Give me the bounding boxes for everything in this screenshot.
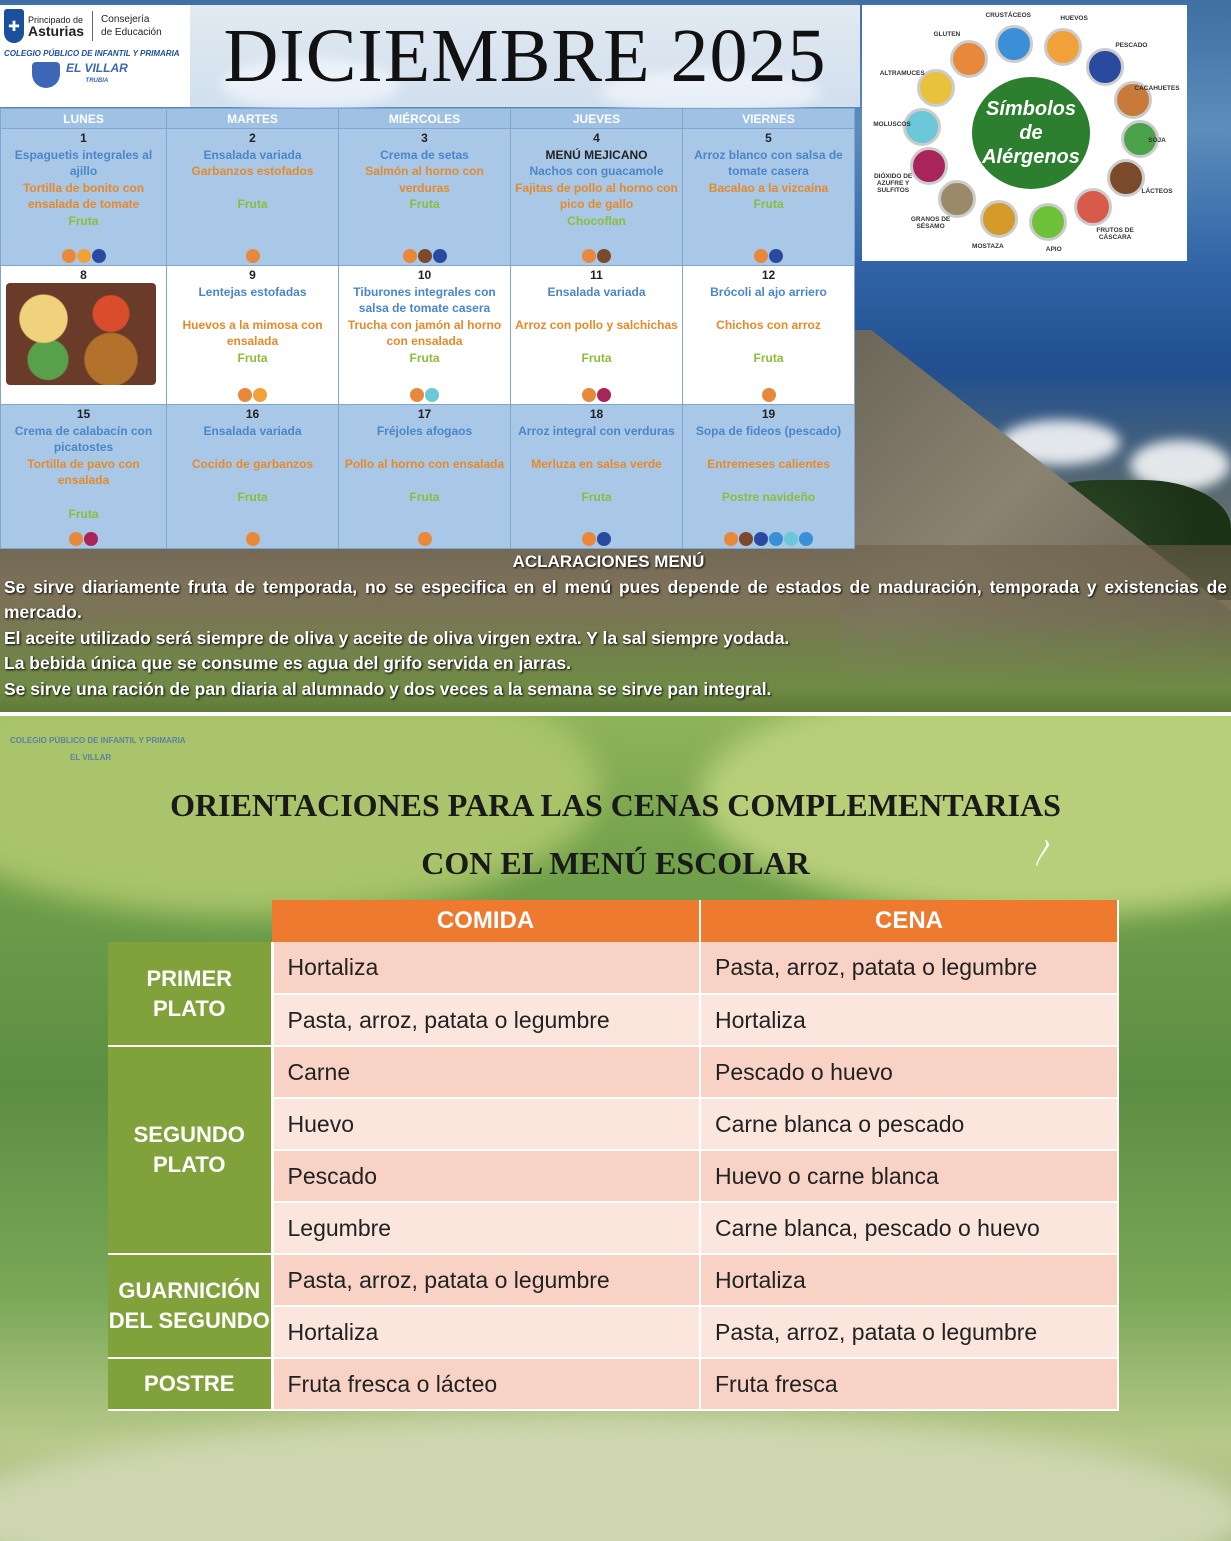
allergen-legend bbox=[862, 5, 1187, 261]
calendar-day bbox=[1, 129, 167, 266]
allergen-label: GRANOS DE SÉSAMO bbox=[910, 216, 951, 231]
menu-dish: Fruta bbox=[753, 350, 784, 365]
menu-dish: Crema de calabacín con picatostes bbox=[14, 423, 153, 455]
month-title: DICIEMBRE 2025 bbox=[190, 5, 860, 107]
day-number: 15 bbox=[76, 407, 91, 421]
mexican-food-image bbox=[6, 283, 156, 385]
day-number: 9 bbox=[249, 268, 256, 282]
calendar-day bbox=[339, 266, 511, 405]
clarification-line: La bebida única que se consume es agua del grifo servida en jarras. bbox=[4, 653, 572, 673]
calendar-day bbox=[167, 266, 339, 405]
menu-dish: Fruta bbox=[237, 489, 268, 504]
menu-dish bbox=[685, 300, 852, 317]
menu-dish: Fruta bbox=[409, 350, 440, 365]
menu-dish: Ensalada variada bbox=[547, 284, 646, 299]
logo-consejeria-1: Consejería bbox=[101, 14, 150, 25]
menu-dish: Arroz blanco con salsa de tomate casera bbox=[694, 147, 843, 179]
menu-dish: Sopa de fideos (pescado) bbox=[695, 423, 842, 438]
menu-dish bbox=[513, 300, 680, 317]
allergen-label: MOLUSCOS bbox=[873, 120, 911, 128]
menu-clarifications bbox=[0, 549, 1231, 702]
day-header: MIÉRCOLES bbox=[339, 109, 511, 129]
allergen-icon bbox=[582, 532, 596, 546]
allergen-icon bbox=[582, 249, 596, 263]
clarification-line: Se sirve diariamente fruta de temporada, no se especifica en el menú pues depende de estados de maduración, temporada y existencias de mercado. bbox=[4, 576, 1227, 622]
allergen-legend-title: Símbolos de Alérgenos bbox=[972, 77, 1090, 189]
logo-asturias: Asturias bbox=[28, 23, 85, 39]
menu-dish: Nachos con guacamole bbox=[529, 164, 664, 179]
menu-dish: Brócoli al ajo arriero bbox=[710, 284, 827, 299]
logo-place: TRUBIA bbox=[85, 78, 109, 84]
menu-dish bbox=[513, 439, 680, 456]
calendar-day bbox=[683, 129, 855, 266]
menu-dish: Fruta bbox=[753, 197, 784, 212]
allergen-icon bbox=[582, 388, 596, 402]
day-number: 5 bbox=[765, 131, 772, 145]
allergen-icon bbox=[754, 532, 768, 546]
allergen-icons bbox=[511, 388, 682, 402]
allergen-label: LÁCTEOS bbox=[1141, 187, 1173, 195]
allergen-label: SOJA bbox=[1148, 137, 1166, 145]
menu-dish: Fruta bbox=[68, 213, 99, 228]
menu-poster bbox=[0, 0, 1231, 712]
logo-principado: Principado de bbox=[28, 15, 84, 25]
allergen-icon bbox=[597, 249, 611, 263]
egg-icon bbox=[1044, 28, 1082, 66]
day-number: 18 bbox=[589, 407, 604, 421]
menu-dish: Ensalada variada bbox=[203, 147, 302, 162]
calendar-day bbox=[1, 266, 167, 405]
day-header: LUNES bbox=[1, 109, 167, 129]
logo-villar: EL VILLAR bbox=[66, 61, 128, 75]
allergen-icons bbox=[167, 249, 338, 263]
school-logo bbox=[0, 5, 190, 107]
day-number: 3 bbox=[421, 131, 428, 145]
menu-dish: Salmón al horno con verduras bbox=[365, 164, 484, 195]
allergen-icon bbox=[739, 532, 753, 546]
menu-dish: Fajitas de pollo al horno con pico de gallo bbox=[515, 180, 678, 212]
menu-dish: Fréjoles afogaos bbox=[376, 423, 473, 438]
bird-icon: 〳 bbox=[1030, 837, 1059, 868]
allergen-label: GLUTEN bbox=[933, 31, 961, 39]
empty-corner bbox=[108, 900, 272, 942]
guidance-row bbox=[108, 1358, 1118, 1410]
calendar-day bbox=[339, 405, 511, 549]
cena-cell: Pescado o huevo bbox=[700, 1046, 1118, 1098]
day-number: 2 bbox=[249, 131, 256, 145]
day-number: 1 bbox=[80, 131, 87, 145]
cena-cell: Carne blanca, pescado o huevo bbox=[700, 1202, 1118, 1254]
calendar-day bbox=[511, 405, 683, 549]
allergen-icon bbox=[754, 249, 768, 263]
allergen-label: FRUTOS DE CÁSCARA bbox=[1096, 226, 1134, 241]
menu-dish bbox=[169, 300, 336, 317]
comida-cell: Hortaliza bbox=[272, 942, 700, 994]
menu-dish: Tortilla de pavo con ensalada bbox=[27, 456, 140, 488]
menu-dish: Huevos a la mimosa con ensalada bbox=[182, 317, 323, 349]
comida-cell: Carne bbox=[272, 1046, 700, 1098]
allergen-label: DIÓXIDO DE AZUFRE Y SULFITOS bbox=[873, 172, 913, 194]
menu-dish bbox=[341, 439, 508, 456]
calendar-day bbox=[511, 266, 683, 405]
allergen-icons bbox=[683, 532, 854, 546]
allergen-icons bbox=[683, 388, 854, 402]
day-header: MARTES bbox=[167, 109, 339, 129]
menu-dish: Arroz con pollo y salchichas bbox=[515, 317, 678, 332]
menu-calendar bbox=[0, 108, 855, 549]
crab-icon bbox=[995, 25, 1033, 63]
allergen-label: PESCADO bbox=[1115, 41, 1148, 49]
allergen-label: HUEVOS bbox=[1060, 15, 1088, 23]
cena-cell: Pasta, arroz, patata o legumbre bbox=[700, 1306, 1118, 1358]
allergen-icon bbox=[724, 532, 738, 546]
menu-dish bbox=[685, 439, 852, 456]
menu-dish: Espaguetis integrales al ajillo bbox=[14, 147, 153, 179]
cena-cell: Pasta, arroz, patata o legumbre bbox=[700, 942, 1118, 994]
cena-cell: Carne blanca o pescado bbox=[700, 1098, 1118, 1150]
allergen-label: CRUSTÁCEOS bbox=[985, 11, 1031, 19]
dinner-guidance-poster bbox=[0, 716, 1231, 1541]
allergen-icon bbox=[418, 532, 432, 546]
allergen-icons bbox=[1, 249, 166, 263]
menu-dish: Tortilla de bonito con ensalada de tomate bbox=[22, 180, 145, 212]
allergen-icon bbox=[246, 249, 260, 263]
menu-dish: Fruta bbox=[68, 506, 99, 521]
calendar-day bbox=[683, 405, 855, 549]
menu-dish: Fruta bbox=[237, 350, 268, 365]
cena-cell: Fruta fresca bbox=[700, 1358, 1118, 1410]
menu-dish: Merluza en salsa verde bbox=[531, 456, 662, 471]
allergen-icons bbox=[683, 249, 854, 263]
allergen-icon bbox=[784, 532, 798, 546]
mustard-icon bbox=[980, 200, 1018, 238]
menu-dish bbox=[341, 472, 508, 489]
allergen-icon bbox=[92, 249, 106, 263]
day-number: 12 bbox=[761, 268, 776, 282]
school-emblem-icon bbox=[32, 62, 60, 88]
allergen-icon bbox=[597, 532, 611, 546]
allergen-icon bbox=[77, 249, 91, 263]
allergen-label: MOSTAZA bbox=[972, 242, 1004, 250]
calendar-week bbox=[1, 266, 855, 405]
menu-dish bbox=[685, 333, 852, 350]
sesame-icon bbox=[938, 180, 976, 218]
comida-cell: Pescado bbox=[272, 1150, 700, 1202]
day-number: 8 bbox=[80, 268, 87, 282]
calendar-day bbox=[167, 129, 339, 266]
menu-dish: Fruta bbox=[409, 197, 440, 212]
menu-dish bbox=[169, 180, 336, 197]
day-header: VIERNES bbox=[683, 109, 855, 129]
allergen-icon bbox=[62, 249, 76, 263]
course-label: POSTRE bbox=[108, 1358, 272, 1410]
allergen-icon bbox=[84, 532, 98, 546]
menu-dish: Lentejas estofadas bbox=[198, 284, 307, 299]
day-number: 10 bbox=[417, 268, 432, 282]
menu-dish: Fruta bbox=[581, 350, 612, 365]
dinner-school-logo: COLEGIO PÚBLICO DE INFANTIL Y PRIMARIA EL VILLAR bbox=[10, 736, 186, 762]
calendar-day bbox=[511, 129, 683, 266]
calendar-day bbox=[683, 266, 855, 405]
fish-icon bbox=[1086, 48, 1124, 86]
comida-cell: Pasta, arroz, patata o legumbre bbox=[272, 994, 700, 1046]
course-label: GUARNICIÓN DEL SEGUNDO bbox=[108, 1254, 272, 1358]
logo-colegio: COLEGIO PÚBLICO DE INFANTIL Y PRIMARIA bbox=[4, 49, 180, 58]
menu-dish: Garbanzos estofados bbox=[191, 164, 314, 179]
allergen-icon bbox=[597, 388, 611, 402]
allergen-icon bbox=[769, 249, 783, 263]
menu-dish: Trucha con jamón al horno con ensalada bbox=[347, 317, 502, 349]
course-label: SEGUNDO PLATO bbox=[108, 1046, 272, 1254]
menu-dish: Ensalada variada bbox=[203, 423, 302, 438]
day-number: 17 bbox=[417, 407, 432, 421]
allergen-icons bbox=[167, 532, 338, 546]
calendar-day bbox=[1, 405, 167, 549]
day-number: 4 bbox=[593, 131, 600, 145]
comida-cell: Hortaliza bbox=[272, 1306, 700, 1358]
day-number: 16 bbox=[245, 407, 260, 421]
guidance-row bbox=[108, 1254, 1118, 1306]
menu-dish: Tiburones integrales con salsa de tomate casera bbox=[353, 284, 496, 316]
allergen-icon bbox=[253, 388, 267, 402]
allergen-label: CACAHUETES bbox=[1134, 85, 1180, 93]
cena-cell: Hortaliza bbox=[700, 1254, 1118, 1306]
gluten-icon bbox=[950, 40, 988, 78]
allergen-icons bbox=[511, 532, 682, 546]
menu-dish: Fruta bbox=[409, 489, 440, 504]
nut-icon bbox=[1074, 188, 1112, 226]
asturias-crest-icon: ✚ bbox=[4, 9, 24, 43]
allergen-icon bbox=[418, 249, 432, 263]
allergen-icon bbox=[769, 532, 783, 546]
allergen-icons bbox=[511, 249, 682, 263]
menu-dish: Arroz integral con verduras bbox=[518, 423, 675, 438]
menu-dish: Postre navideño bbox=[721, 489, 816, 504]
allergen-icon bbox=[69, 532, 83, 546]
allergen-icon bbox=[433, 249, 447, 263]
menu-dish: Cocido de garbanzos bbox=[191, 456, 314, 471]
allergen-icon bbox=[425, 388, 439, 402]
col-comida: COMIDA bbox=[272, 900, 700, 942]
day-number: 19 bbox=[761, 407, 776, 421]
allergen-icon bbox=[238, 388, 252, 402]
clarification-line: El aceite utilizado será siempre de oliva y aceite de oliva virgen extra. Y la sal siempre yodada. bbox=[4, 627, 790, 648]
cena-cell: Hortaliza bbox=[700, 994, 1118, 1046]
menu-dish bbox=[513, 472, 680, 489]
menu-dish: MENÚ MEJICANO bbox=[545, 147, 648, 162]
menu-dish bbox=[685, 472, 852, 489]
guidance-row bbox=[108, 1046, 1118, 1098]
menu-dish: Bacalao a la vizcaína bbox=[708, 180, 829, 195]
allergen-icons bbox=[339, 249, 510, 263]
comida-cell: Fruta fresca o lácteo bbox=[272, 1358, 700, 1410]
clarifications-title: ACLARACIONES MENÚ bbox=[512, 552, 705, 571]
calendar-week bbox=[1, 129, 855, 266]
logo-consejeria-2: de Educación bbox=[101, 27, 162, 38]
menu-dish bbox=[513, 333, 680, 350]
menu-dish: Fruta bbox=[237, 197, 268, 212]
celery-icon bbox=[1029, 203, 1067, 241]
menu-dish: Chichos con arroz bbox=[716, 317, 821, 332]
allergen-icon bbox=[403, 249, 417, 263]
menu-dish: Entremeses calientes bbox=[707, 456, 830, 471]
allergen-icons bbox=[1, 532, 166, 546]
calendar-week bbox=[1, 405, 855, 549]
allergen-icons bbox=[339, 388, 510, 402]
menu-dish: Pollo al horno con ensalada bbox=[344, 456, 505, 471]
clarification-line: Se sirve una ración de pan diaria al alumnado y dos veces a la semana se sirve pan integral. bbox=[4, 678, 772, 699]
cena-cell: Huevo o carne blanca bbox=[700, 1150, 1118, 1202]
menu-dish bbox=[169, 439, 336, 456]
course-label: PRIMER PLATO bbox=[108, 942, 272, 1046]
allergen-icon bbox=[762, 388, 776, 402]
calendar-day bbox=[167, 405, 339, 549]
day-header: JUEVES bbox=[511, 109, 683, 129]
comida-cell: Pasta, arroz, patata o legumbre bbox=[272, 1254, 700, 1306]
guidance-row bbox=[108, 942, 1118, 994]
dinner-title-line-1: ORIENTACIONES PARA LAS CENAS COMPLEMENTARIAS bbox=[170, 787, 1061, 823]
comida-cell: Huevo bbox=[272, 1098, 700, 1150]
menu-dish bbox=[3, 489, 164, 506]
menu-dish bbox=[169, 472, 336, 489]
dinner-guidance-table bbox=[108, 900, 1119, 1411]
allergen-icons bbox=[167, 388, 338, 402]
day-number: 11 bbox=[590, 268, 603, 282]
allergen-label: APIO bbox=[1045, 246, 1062, 254]
allergen-label: ALTRAMUCES bbox=[879, 70, 925, 78]
col-cena: CENA bbox=[700, 900, 1118, 942]
menu-dish: Fruta bbox=[581, 489, 612, 504]
menu-dish: Chocoflan bbox=[567, 213, 626, 228]
allergen-icon bbox=[410, 388, 424, 402]
allergen-icon bbox=[799, 532, 813, 546]
allergen-icons bbox=[339, 532, 510, 546]
dinner-title-line-2: CON EL MENÚ ESCOLAR bbox=[421, 845, 810, 881]
allergen-icon bbox=[246, 532, 260, 546]
menu-dish: Crema de setas bbox=[380, 147, 469, 162]
comida-cell: Legumbre bbox=[272, 1202, 700, 1254]
calendar-day bbox=[339, 129, 511, 266]
